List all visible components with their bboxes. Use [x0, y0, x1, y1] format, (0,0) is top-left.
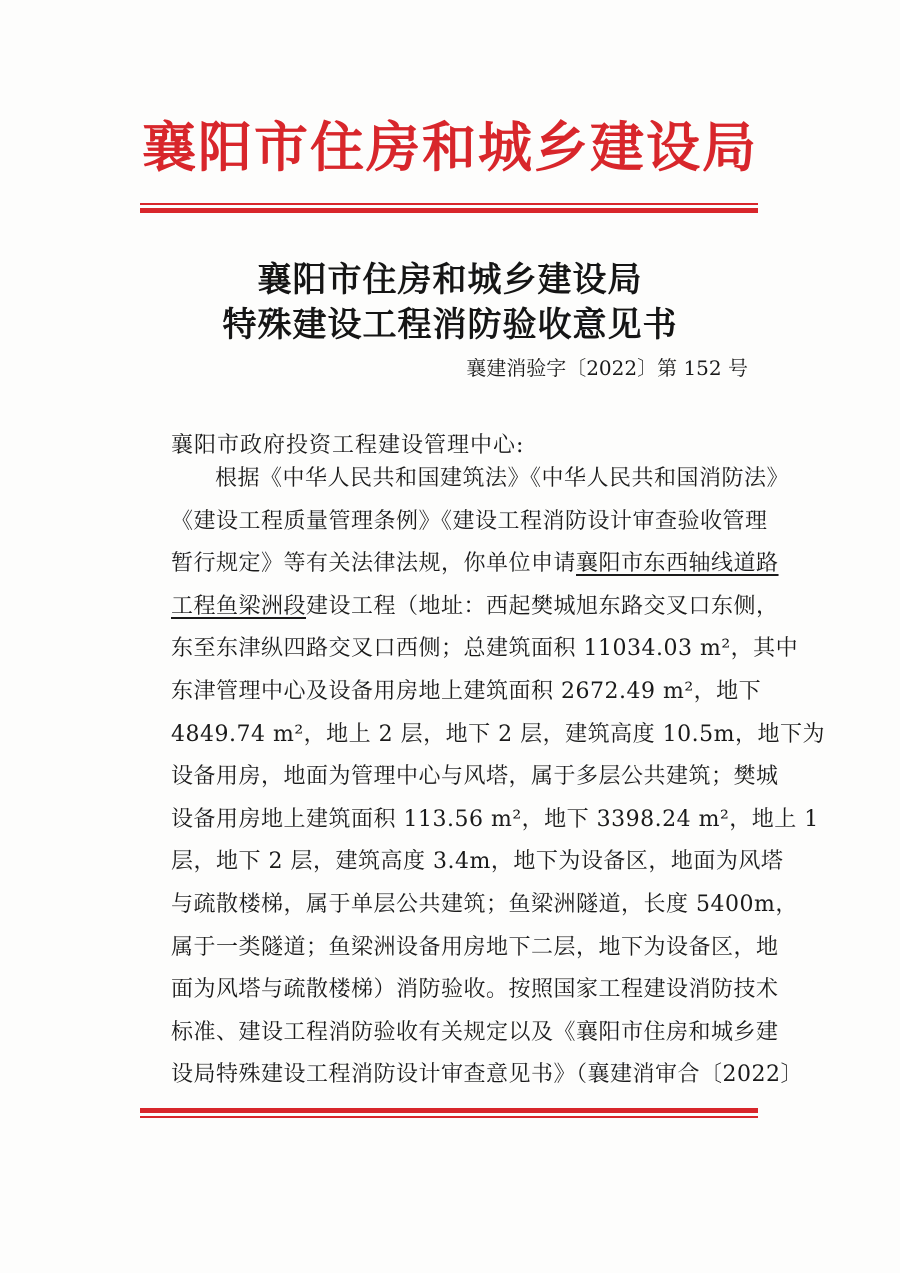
body-line: 设备用房，地面为管理中心与风塔，属于多层公共建筑；樊城	[171, 764, 779, 790]
document-number: 襄建消验字〔2022〕第 152 号	[466, 356, 748, 380]
project-name-part2: 工程鱼梁洲段	[171, 593, 307, 619]
body-line: 设局特殊建设工程消防设计审查意见书》（襄建消审合〔2022〕	[171, 1062, 803, 1088]
letterhead-rule-bottom	[140, 1108, 758, 1118]
body-line: 《建设工程质量管理条例》《建设工程消防设计审查验收管理	[171, 508, 768, 534]
body-line: 层，地下 2 层，建筑高度 3.4m，地下为设备区，地面为风塔	[171, 849, 784, 875]
letterhead-title: 襄阳市住房和城乡建设局	[142, 116, 758, 179]
document-title-line2: 特殊建设工程消防验收意见书	[222, 305, 678, 345]
body-line: 面为风塔与疏散楼梯）消防验收。按照国家工程建设消防技术	[171, 977, 779, 1003]
body-line: 东至东津纵四路交叉口西侧；总建筑面积 11034.03 m²，其中	[171, 636, 799, 662]
body-line: 工程鱼梁洲段建设工程（地址：西起樊城旭东路交叉口东侧，	[171, 593, 779, 619]
letterhead-rule-top	[140, 203, 758, 213]
body-line: 根据《中华人民共和国建筑法》《中华人民共和国消防法》	[215, 466, 790, 491]
addressee: 襄阳市政府投资工程建设管理中心:	[171, 433, 525, 458]
body-line: 标准、建设工程消防验收有关规定以及《襄阳市住房和城乡建	[171, 1019, 779, 1045]
body-paragraph	[171, 458, 825, 1097]
body-line: 暂行规定》等有关法律法规，你单位申请襄阳市东西轴线道路	[171, 551, 779, 577]
body-line: 设备用房地上建筑面积 113.56 m²，地下 3398.24 m²，地上 1	[171, 806, 819, 832]
body-line: 4849.74 m²，地上 2 层，地下 2 层，建筑高度 10.5m，地下为	[171, 721, 825, 747]
body-line: 属于一类隧道；鱼梁洲设备用房地下二层，地下为设备区，地	[171, 934, 779, 960]
project-name-part1: 襄阳市东西轴线道路	[576, 551, 779, 577]
document-title-line1: 襄阳市住房和城乡建设局	[257, 260, 643, 300]
body-line: 与疏散楼梯，属于单层公共建筑；鱼梁洲隧道，长度 5400m，	[171, 891, 798, 917]
body-line: 东津管理中心及设备用房地上建筑面积 2672.49 m²，地下	[171, 678, 762, 704]
